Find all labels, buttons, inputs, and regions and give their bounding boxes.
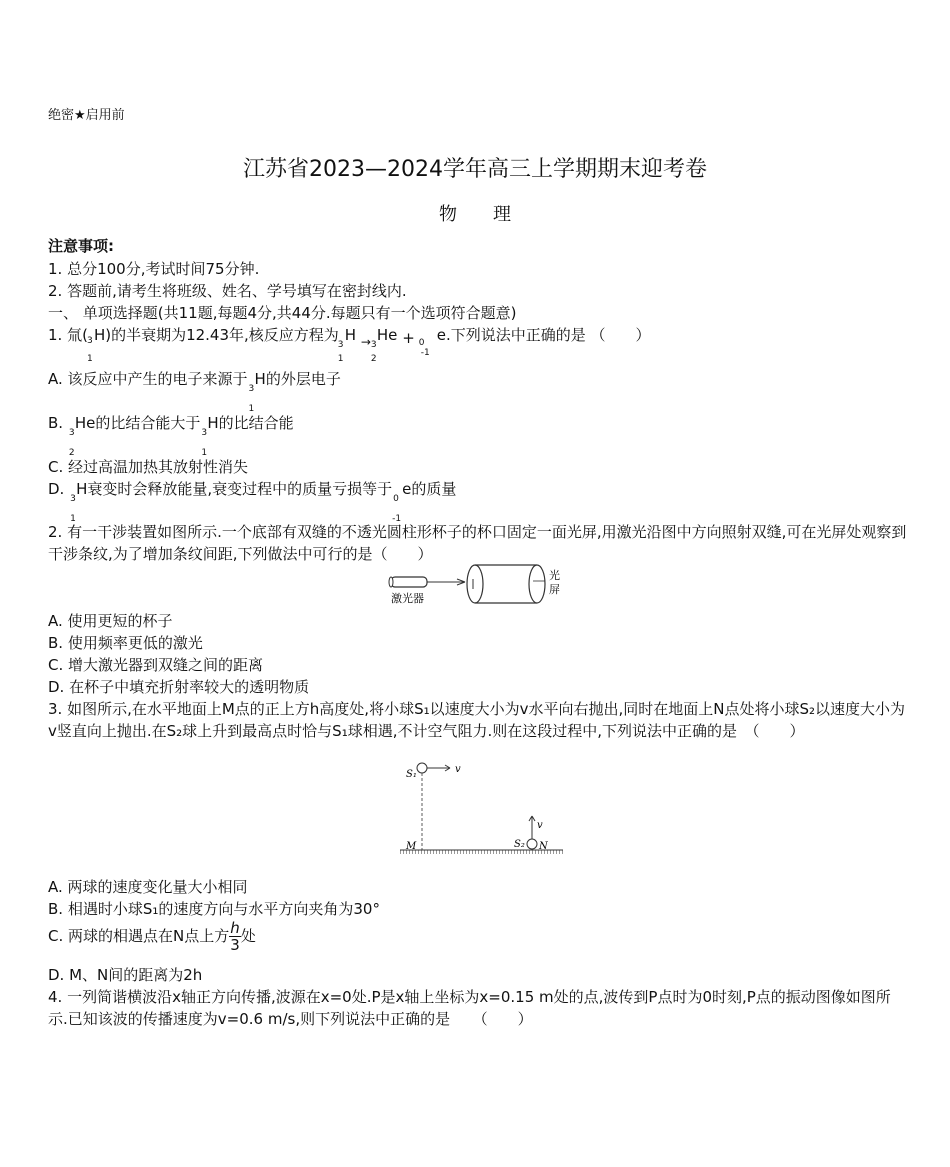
q1-option-d-label: D. [48,480,70,498]
q3-stem: 3. 如图所示,在水平地面上M点的正上方h高度处,将小球S₁以速度大小为v水平向右抛出,同时在地面上N点处将小球S₂以速度大小为v竖直向上抛出.在S₂球上升到最高点时恰与S₁球相遇,不计空气阻力.则在这段过程中,下列说法中正确的是 （ ） [48,700,906,740]
q1-stem-part2: H)的半衰期为12.43年,核反应方程为 [93,326,339,344]
subject-title: 物 理 [439,204,511,225]
projectile-figure [398,758,568,862]
q1-stem-part5: e.下列说法中正确的是 （ ） [436,326,651,344]
laser-body [391,577,427,587]
q1-option-a-text2: H的外层电子 [254,370,341,388]
q3-option-c [48,920,256,953]
cup-bottom [467,565,483,603]
secret-label: 绝密★启用前 [48,108,125,123]
section-heading: 一、 单项选择题(共11题,每题4分,共44分.每题只有一个选项符合题意) [48,304,517,322]
fraction-denominator: 3 [230,936,240,954]
q2-stem: 2. 有一干涉装置如图所示.一个底部有双缝的不透光圆柱形杯子的杯口固定一面光屏,用激光沿图中方向照射双缝,可在光屏处观察到干涉条纹,为了增加条纹间距,下列做法中可行的是（ ） [48,523,907,563]
ball-s1 [417,763,427,773]
n-label: N [539,841,548,852]
notes-heading: 注意事项: [48,237,114,255]
q1-option-b-text2: H的比结合能 [207,414,294,432]
m-label: M [406,841,417,852]
screen-label-2: 屏 [549,583,560,596]
q1-stem-part1: 1. 氚( [48,326,88,344]
laser-label: 激光器 [391,592,424,605]
ball-s2 [527,839,537,849]
interference-figure [385,562,575,610]
cup-mouth [529,565,545,603]
s2-label: S₂ [514,839,525,850]
page-title: 江苏省2023—2024学年高三上学期期末迎考卷 [243,157,707,182]
q1-stem: 1. 氚( 3 1 H)的半衰期为12.43年,核反应方程为 3 1 H $_\to$ 3 2 He + 0 -1 e.下列说法中正确的是 （ ） [48,326,651,364]
v1-label: v [455,764,461,775]
v2-label: v [537,820,543,831]
q3-option-d: D. M、N间的距离为2h [48,966,203,984]
screen-label-1: 光 [549,569,560,582]
q3-option-b: B. 相遇时小球S₁的速度方向与水平方向夹角为30° [48,900,380,918]
q1-option-d-text: H衰变时会释放能量,衰变过程中的质量亏损等于 [76,480,393,498]
q2-option-a: A. 使用更短的杯子 [48,612,173,630]
q1-option-b: B. 3 2 He的比结合能大于 3 1 H的比结合能 [48,414,294,458]
q1-option-b-text: He的比结合能大于 [74,414,201,432]
q1-option-a: A. 该反应中产生的电子来源于 3 1 H的外层电子 [48,370,341,414]
fraction-numerator: h [230,919,240,937]
q4-stem: 4. 一列简谐横波沿x轴正方向传播,波源在x=0处.P是x轴上坐标为x=0.15 m处的点,波传到P点时为0时刻,P点的振动图像如图所示.已知该波的传播速度为v=0.6 m/s,则下列说法中正确的是 （ ） [48,988,891,1028]
s1-label: S₁ [406,769,417,780]
note-2: 2. 答题前,请考生将班级、姓名、学号填写在密封线内. [48,282,407,300]
note-1: 1. 总分100分,考试时间75分钟. [48,260,260,278]
reaction-arrow: → [360,335,371,349]
q2-option-b: B. 使用频率更低的激光 [48,634,203,652]
q1-option-c: C. 经过高温加热其放射性消失 [48,458,249,476]
q1-option-d: D. 3 1 H衰变时会释放能量,衰变过程中的质量亏损等于 0 -1 e的质量 [48,480,457,524]
q2-option-d: D. 在杯子中填充折射率较大的透明物质 [48,678,310,696]
q1-option-a-text: A. 该反应中产生的电子来源于 [48,370,248,388]
q3-option-c-text: C. 两球的相遇点在N点上方 [48,927,230,945]
q1-option-d-text2: e的质量 [402,480,457,498]
q1-option-b-label: B. [48,414,68,432]
q3-option-a: A. 两球的速度变化量大小相同 [48,878,248,896]
q1-stem-part4: He [376,326,398,344]
q2-option-c: C. 增大激光器到双缝之间的距离 [48,656,264,674]
reaction-plus: + [402,329,415,347]
q1-stem-part3: H [344,326,357,344]
q3-option-c-text2: 处 [240,927,256,945]
q3-option-c-fraction [229,920,241,953]
laser-end [389,577,393,587]
